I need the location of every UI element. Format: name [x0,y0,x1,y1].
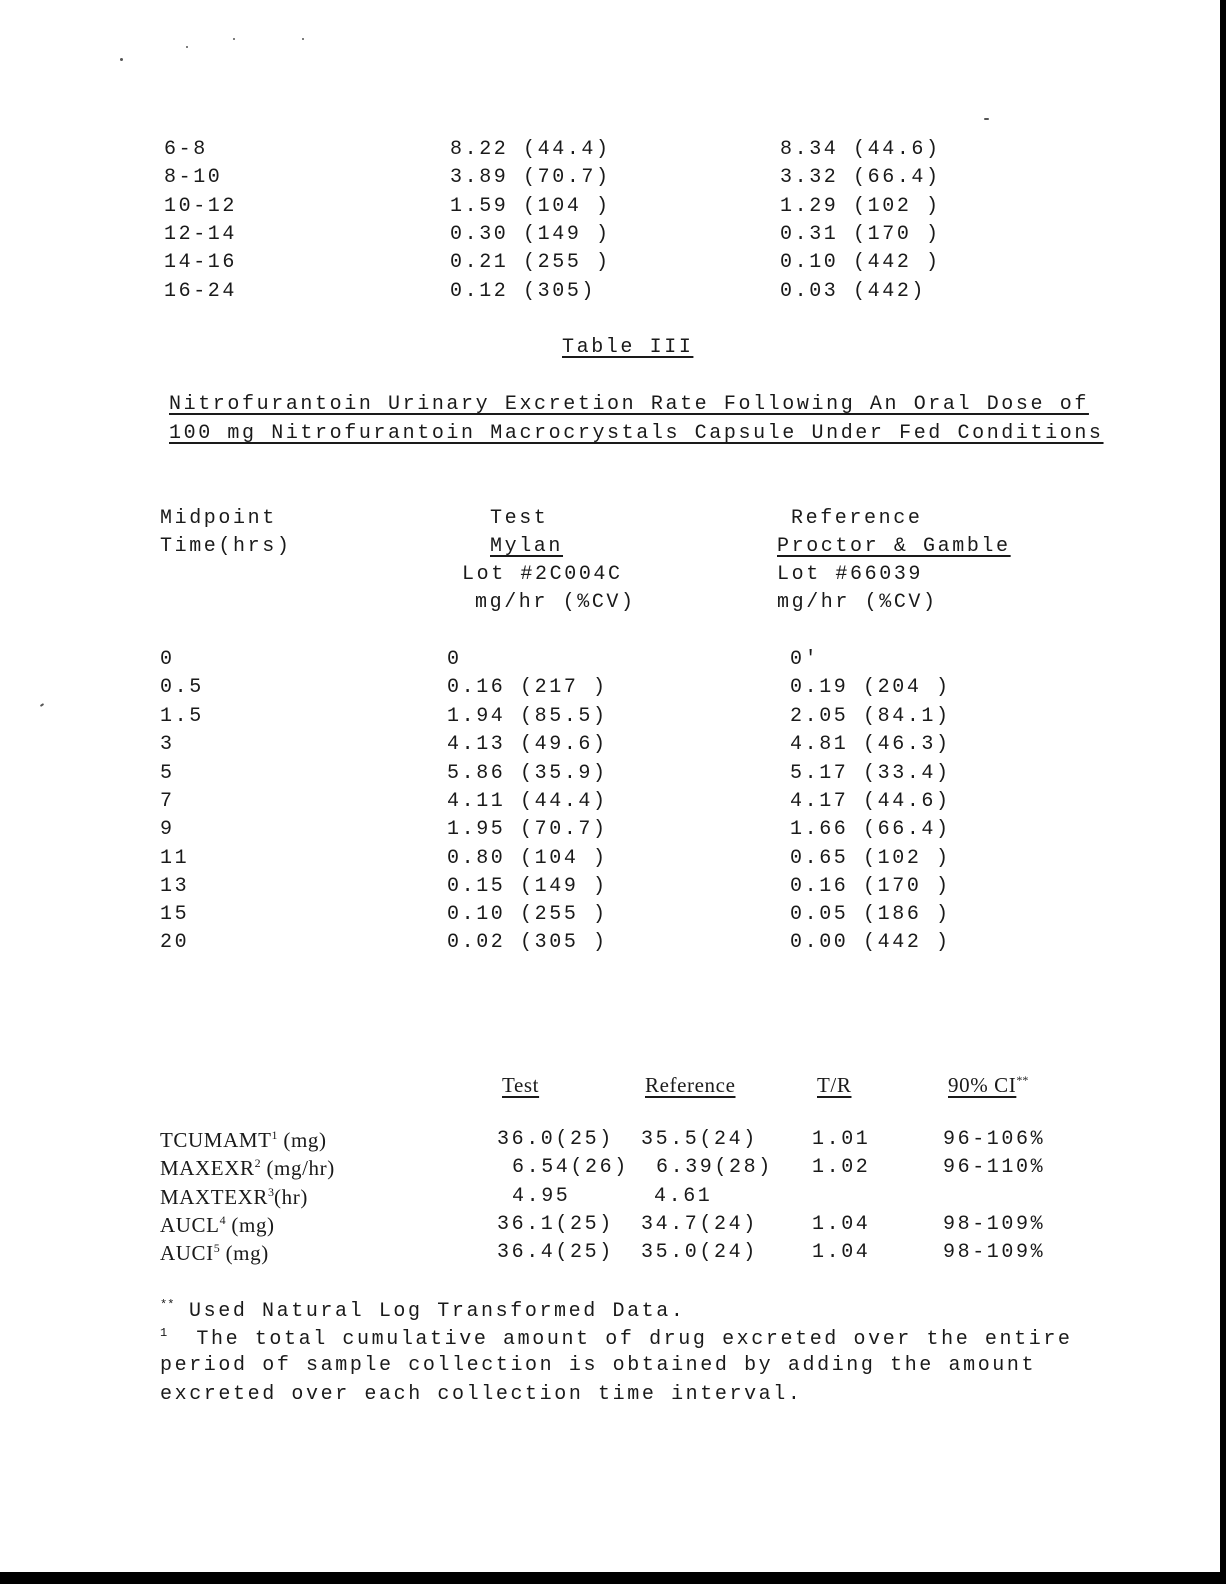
table-row [0,1128,1226,1156]
test-lot: Lot #2C004C [462,563,623,586]
reference-cell: 0' [790,648,820,671]
time-cell: 20 [160,931,190,954]
table-row [0,1185,1226,1213]
parameter-unit: (mg) [277,1128,327,1152]
table-row [0,1241,1226,1269]
time-cell: 0 [160,648,175,671]
scan-border-right [1220,0,1226,1584]
test-cell: 0.02 (305 ) [447,931,608,954]
footnote-mark: 1 [160,1326,168,1340]
reference-cell: 0.31 (170 ) [780,223,941,246]
test-cell: 1.59 (104 ) [450,195,611,218]
test-cell: 8.22 (44.4) [450,138,611,161]
test-cell: 36.0(25) [497,1128,614,1151]
time-cell: 13 [160,875,190,898]
footnote-1-line-3: excreted over each collection time interval. [160,1383,803,1406]
table-row [0,705,1226,733]
table-row [0,818,1226,846]
test-cell: 3.89 (70.7) [450,166,611,189]
table-row [0,931,1226,959]
table-row [0,195,1226,223]
scan-speck [302,38,304,40]
reference-units: mg/hr (%CV) [777,591,938,614]
parameter-cell [160,1241,269,1266]
footnote-log-transform [160,1298,685,1323]
time-cell: 5 [160,762,175,785]
ci-cell: 98-109% [943,1213,1046,1236]
footnote-text: The total cumulative amount of drug excreted over the entire [167,1328,1073,1351]
table-row [0,903,1226,931]
reference-cell: 1.29 (102 ) [780,195,941,218]
reference-cell: 0.00 (442 ) [790,931,951,954]
summary-header-test: Test [502,1073,540,1097]
ci-cell: 96-106% [943,1128,1046,1151]
tr-cell: 1.01 [812,1128,871,1151]
table-row [0,251,1226,279]
reference-cell: 35.0(24) [641,1241,758,1264]
footnote-mark: 4 [219,1213,226,1227]
reference-cell: 6.39(28) [656,1156,773,1179]
parameter-name: MAXEXR [160,1156,255,1180]
table-row [0,223,1226,251]
reference-cell: 34.7(24) [641,1213,758,1236]
interval-cell: 8-10 [164,166,223,189]
continued-rate-table [0,138,1226,308]
footnote-mark: 1 [271,1128,278,1142]
reference-cell: 35.5(24) [641,1128,758,1151]
interval-cell: 12-14 [164,223,238,246]
reference-cell: 0.65 (102 ) [790,847,951,870]
parameter-cell [160,1156,335,1181]
test-cell: 0.80 (104 ) [447,847,608,870]
test-cell: 0 [447,648,462,671]
scan-speck [233,38,235,40]
time-cell: 1.5 [160,705,204,728]
reference-cell: 1.66 (66.4) [790,818,951,841]
table-caption-line-1: Nitrofurantoin Urinary Excretion Rate Following An Oral Dose of [169,393,1089,416]
test-cell: 1.94 (85.5) [447,705,608,728]
reference-cell: 0.19 (204 ) [790,676,951,699]
parameter-unit: (mg/hr) [260,1156,335,1180]
reference-cell: 4.17 (44.6) [790,790,951,813]
test-cell: 0.10 (255 ) [447,903,608,926]
reference-cell: 0.10 (442 ) [780,251,941,274]
interval-cell: 10-12 [164,195,238,218]
parameter-name: AUCI [160,1241,214,1265]
table-row [0,1213,1226,1241]
parameter-unit: (hr) [274,1185,308,1209]
reference-cell: 0.03 (442) [780,280,927,303]
scan-speck [186,46,188,48]
reference-cell: 3.32 (66.4) [780,166,941,189]
table-row [0,790,1226,818]
footnote-mark: 5 [213,1241,220,1255]
tr-cell: 1.04 [812,1213,871,1236]
summary-header-ci [948,1073,1028,1098]
test-cell: 6.54(26) [512,1156,629,1179]
table-row [0,875,1226,903]
test-cell: 1.95 (70.7) [447,818,608,841]
parameter-name: TCUMAMT [160,1128,272,1152]
summary-header-tr: T/R [817,1073,852,1097]
reference-cell: 2.05 (84.1) [790,705,951,728]
table-row [0,1156,1226,1184]
test-units: mg/hr (%CV) [475,591,636,614]
excretion-rate-table [0,648,1226,958]
table-row [0,733,1226,761]
time-cell: 15 [160,903,190,926]
table-row [0,280,1226,308]
ci-cell: 98-109% [943,1241,1046,1264]
test-cell: 0.12 (305) [450,280,597,303]
interval-cell: 14-16 [164,251,238,274]
table-caption-line-2: 100 mg Nitrofurantoin Macrocrystals Capsule Under Fed Conditions [169,422,1104,445]
footnote-text: Used Natural Log Transformed Data. [174,1300,686,1323]
table-row [0,166,1226,194]
reference-cell: 0.16 (170 ) [790,875,951,898]
interval-cell: 6-8 [164,138,208,161]
test-cell: 0.21 (255 ) [450,251,611,274]
test-header: Test [490,507,549,530]
parameter-cell [160,1185,308,1210]
footnote-mark: 3 [268,1185,275,1199]
tr-cell: 1.04 [812,1241,871,1264]
parameter-cell [160,1128,327,1153]
midpoint-header: Midpoint [160,507,277,530]
summary-header-reference: Reference [645,1073,736,1097]
reference-header: Reference [791,507,923,530]
test-cell: 4.95 [512,1185,571,1208]
table-row [0,676,1226,704]
reference-cell: 0.05 (186 ) [790,903,951,926]
table-row [0,138,1226,166]
parameter-cell [160,1213,275,1238]
footnote-1-line-2: period of sample collection is obtained by adding the amount [160,1354,1037,1377]
footnote-mark: ** [160,1298,175,1312]
test-cell: 4.11 (44.4) [447,790,608,813]
tr-cell: 1.02 [812,1156,871,1179]
time-cell: 7 [160,790,175,813]
test-cell: 4.13 (49.6) [447,733,608,756]
parameter-unit: (mg) [219,1241,269,1265]
ci-footnote-mark: ** [1016,1073,1029,1087]
test-cell: 0.15 (149 ) [447,875,608,898]
table-row [0,762,1226,790]
parameter-name: AUCL [160,1213,220,1237]
scan-border-bottom [0,1572,1226,1584]
time-cell: 9 [160,818,175,841]
footnote-1-line-1 [160,1326,1073,1351]
table-row [0,847,1226,875]
test-cell: 5.86 (35.9) [447,762,608,785]
test-cell: 0.16 (217 ) [447,676,608,699]
reference-cell: 5.17 (33.4) [790,762,951,785]
test-cell: 0.30 (149 ) [450,223,611,246]
table-row [0,648,1226,676]
ci-label: 90% CI [948,1073,1017,1097]
footnote-mark: 2 [254,1156,261,1170]
reference-manufacturer: Proctor & Gamble [777,535,1011,558]
time-cell: 11 [160,847,190,870]
test-cell: 36.1(25) [497,1213,614,1236]
time-header: Time(hrs) [160,535,292,558]
reference-cell: 4.61 [654,1185,713,1208]
parameter-unit: (mg) [225,1213,275,1237]
table-title: Table III [562,336,694,359]
ci-cell: 96-110% [943,1156,1046,1179]
time-cell: 3 [160,733,175,756]
interval-cell: 16-24 [164,280,238,303]
reference-cell: 4.81 (46.3) [790,733,951,756]
test-cell: 36.4(25) [497,1241,614,1264]
scan-speck [984,118,989,120]
test-manufacturer: Mylan [490,535,564,558]
scan-speck [120,58,123,61]
reference-lot: Lot #66039 [777,563,924,586]
reference-cell: 8.34 (44.6) [780,138,941,161]
parameter-name: MAXTEXR [160,1185,269,1209]
time-cell: 0.5 [160,676,204,699]
